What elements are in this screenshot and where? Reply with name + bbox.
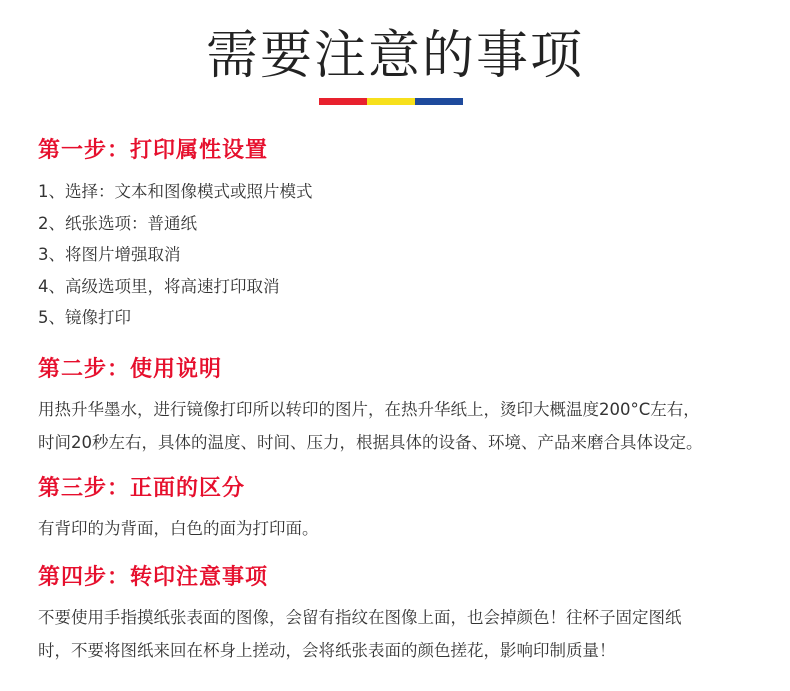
step-4-body: [38, 601, 768, 667]
step-1-list: [38, 176, 768, 334]
list-item: 2、纸张选项：普通纸: [38, 213, 197, 233]
list-item: 4、高级选项里，将高速打印取消: [38, 276, 280, 296]
paragraph-line: 用热升华墨水，进行镜像打印所以转印的图片，在热升华纸上，烫印大概温度200°C左右，: [38, 400, 700, 419]
paragraph-line: 时间20秒左右，具体的温度、时间、压力，根据具体的设备、环境、产品来磨合具体设定。: [38, 433, 703, 452]
color-bar-blue: [415, 98, 463, 105]
paragraph-line: 时，不要将图纸来回在杯身上搓动，会将纸张表面的颜色搓花，影响印制质量！: [38, 641, 616, 660]
color-bar-red: [319, 98, 367, 105]
list-item: 3、将图片增强取消: [38, 245, 181, 264]
step-1-heading: 第一步：打印属性设置: [38, 138, 269, 163]
list-item: 5、镜像打印: [38, 308, 131, 327]
step-2-body: [38, 393, 768, 459]
list-item: 1、选择：文本和图像模式或照片模式: [38, 182, 313, 201]
step-3-section: [38, 474, 768, 545]
page-title: 需要注意的事项: [205, 26, 584, 86]
step-2-heading: 第二步：使用说明: [38, 357, 223, 382]
step-4-heading: 第四步：转印注意事项: [38, 565, 269, 590]
color-bar-yellow: [367, 98, 415, 105]
step-4-section: [38, 563, 768, 667]
step-3-heading: 第三步：正面的区分: [38, 476, 246, 501]
title-color-bar: [319, 98, 463, 105]
paragraph-line: 不要使用手指摸纸张表面的图像，会留有指纹在图像上面，也会掉颜色！往杯子固定图纸: [38, 608, 682, 627]
step-3-body: [38, 512, 768, 545]
paragraph-line: 有背印的为背面，白色的面为打印面。: [38, 519, 319, 538]
step-2-section: [38, 355, 768, 459]
step-1-section: [38, 136, 768, 334]
